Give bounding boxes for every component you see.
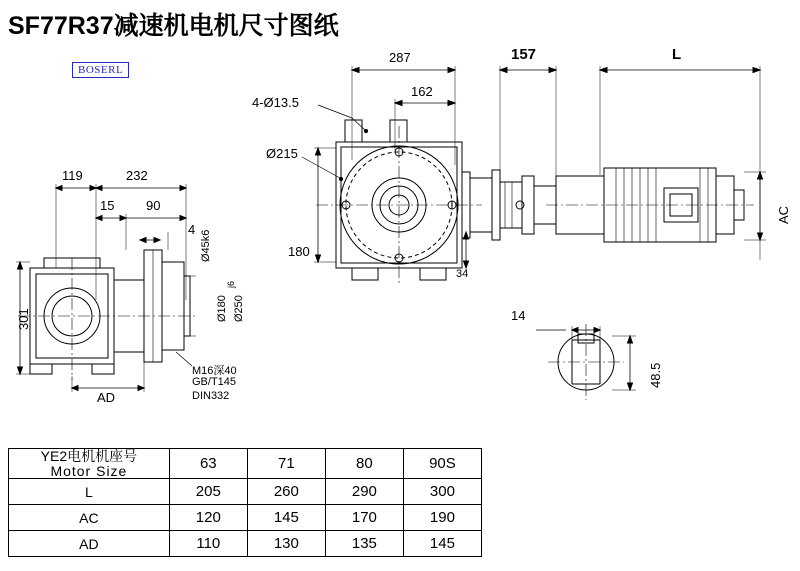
table-header-cell (9, 449, 170, 479)
table-row-label: AC (9, 505, 170, 531)
dim-232-label: 232 (126, 168, 148, 183)
dim-48-5-label: 48.5 (648, 362, 663, 388)
dim-180-left-label: 180 (288, 244, 310, 259)
table-cell: 290 (325, 479, 403, 505)
dim-AC-label: AC (776, 205, 791, 224)
table-cell: 170 (325, 505, 403, 531)
dim-34-label: 34 (456, 268, 469, 280)
dim-301-label: 301 (16, 308, 31, 330)
table-cell: 120 (169, 505, 247, 531)
dim-162-label: 162 (411, 84, 433, 99)
dim-180-tolerance-label: j6 (226, 280, 236, 288)
table-cell: 190 (403, 505, 481, 531)
table-header-en: Motor Size (50, 462, 128, 479)
dim-90-label: 90 (146, 198, 161, 213)
dim-4-holes-label: 4-Ø13.5 (252, 95, 299, 110)
table-cell: 135 (325, 531, 403, 557)
table-row (9, 505, 482, 531)
dim-157-label: 157 (511, 46, 537, 63)
table-cell: 145 (247, 505, 325, 531)
thread-note-line1: M16深40 (192, 365, 237, 377)
table-header-cn: YE2电机机座号 (40, 448, 138, 464)
table-cell: 80 (325, 449, 403, 479)
table-cell: 145 (403, 531, 481, 557)
dim-15-label: 15 (100, 198, 115, 213)
dim-180-label: Ø180 (216, 295, 228, 322)
thread-note-line2: GB/T145 (192, 376, 237, 388)
table-row-label: L (9, 479, 170, 505)
table-cell: 63 (169, 449, 247, 479)
table-cell: 205 (169, 479, 247, 505)
table-row (9, 479, 482, 505)
dim-4-label: 4 (188, 222, 196, 237)
table-cell: 71 (247, 449, 325, 479)
dim-287-label: 287 (389, 50, 411, 65)
page-title: SF77R37减速机电机尺寸图纸 (8, 12, 339, 40)
table-row (9, 531, 482, 557)
dim-14-label: 14 (511, 308, 526, 323)
dim-250-label: Ø250 (233, 295, 245, 322)
table-cell: 130 (247, 531, 325, 557)
brand-logo: BOSERL (72, 62, 129, 78)
table-cell: 110 (169, 531, 247, 557)
motor-size-table (8, 448, 482, 557)
dim-45k6-label: Ø45k6 (200, 229, 212, 262)
dim-119-label: 119 (62, 168, 83, 183)
dim-dia215-label: Ø215 (266, 146, 298, 161)
thread-note-line3: DIN332 (192, 390, 230, 402)
dim-L-label: L (672, 46, 682, 63)
table-row-label: AD (9, 531, 170, 557)
table-cell: 90S (403, 449, 481, 479)
table-row (9, 449, 482, 479)
table-cell: 260 (247, 479, 325, 505)
table-cell: 300 (403, 479, 481, 505)
dim-AD-label: AD (97, 390, 116, 405)
